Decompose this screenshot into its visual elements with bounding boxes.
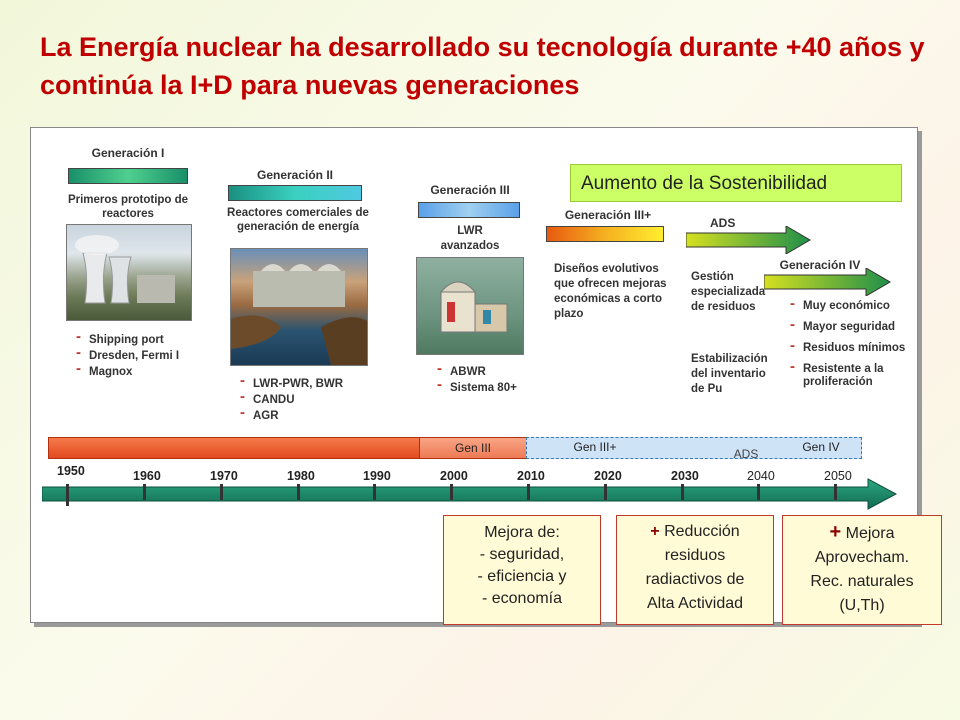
ads-desc-1: Gestión especializada de residuos bbox=[691, 271, 766, 313]
year-label: 2030 bbox=[671, 469, 699, 483]
year-label: 1990 bbox=[363, 469, 391, 483]
gen2-photo bbox=[230, 248, 368, 366]
year-label: 1970 bbox=[210, 469, 238, 483]
gen3-desc: LWR avanzados bbox=[440, 225, 500, 252]
year-tick bbox=[757, 484, 760, 500]
year-label: 2000 bbox=[440, 469, 468, 483]
timeline-segment-ads: ADS bbox=[733, 447, 759, 461]
ads-arrow bbox=[686, 226, 814, 254]
gen3plus-bar bbox=[546, 226, 664, 242]
list-item: - LWR-PWR, BWR bbox=[240, 376, 343, 392]
gen3plus-label: Generación III+ bbox=[564, 208, 652, 222]
box-line: residuos bbox=[664, 547, 726, 564]
timeline-segment-gen3: Gen III bbox=[419, 437, 527, 459]
list-item: - Muy económico bbox=[790, 300, 910, 313]
sustainability-banner: Aumento de la Sostenibilidad bbox=[570, 164, 902, 202]
gen4-arrow bbox=[764, 268, 894, 296]
year-label: 2040 bbox=[747, 469, 775, 483]
box-line: Alta Actividad bbox=[646, 595, 744, 612]
gen2-bar bbox=[228, 185, 362, 201]
list-item: - Residuos mínimos bbox=[790, 342, 910, 355]
box-line bbox=[617, 520, 773, 544]
benefit-box-safety bbox=[443, 515, 601, 625]
year-tick bbox=[143, 484, 146, 500]
year-tick bbox=[527, 484, 530, 500]
timeline-segment-gen4: Gen IV bbox=[802, 440, 840, 454]
box-line-text: Mejora bbox=[845, 525, 895, 542]
year-label: 1950 bbox=[57, 464, 85, 478]
list-item: - Resistente a la proliferación bbox=[790, 363, 910, 389]
box-line: (U,Th) bbox=[839, 597, 885, 614]
gen1-desc: Primeros prototipo de reactores bbox=[67, 194, 189, 220]
year-tick bbox=[450, 484, 453, 500]
box-line: Rec. naturales bbox=[810, 573, 914, 590]
timeline-segment-gen1-gen2 bbox=[48, 437, 420, 459]
benefit-box-waste bbox=[616, 515, 774, 625]
benefit-box-resources bbox=[782, 515, 942, 625]
box-line: - eficiencia y bbox=[477, 568, 567, 585]
box-line bbox=[783, 520, 941, 546]
plus-sign: + bbox=[650, 523, 660, 540]
year-label: 1980 bbox=[287, 469, 315, 483]
list-item: - AGR bbox=[240, 408, 343, 424]
list-item: - CANDU bbox=[240, 392, 343, 408]
box-line: Aprovecham. bbox=[814, 549, 910, 566]
box-line: - seguridad, bbox=[479, 546, 565, 563]
gen2-desc: Reactores comerciales de generación de energía bbox=[227, 207, 369, 233]
gen1-label: Generación I bbox=[91, 146, 165, 160]
plus-sign: + bbox=[829, 521, 842, 543]
year-tick bbox=[681, 484, 684, 500]
year-label: 2050 bbox=[824, 469, 852, 483]
year-tick bbox=[834, 484, 837, 500]
gen1-list bbox=[76, 332, 179, 380]
gen1-photo bbox=[66, 224, 192, 321]
year-tick bbox=[373, 484, 376, 500]
ads-label: ADS bbox=[710, 216, 736, 230]
year-tick bbox=[220, 484, 223, 500]
box-line: radiactivos de bbox=[645, 571, 745, 588]
gen2-label: Generación II bbox=[256, 168, 334, 182]
gen3-bar bbox=[418, 202, 520, 218]
gen1-bar bbox=[68, 168, 188, 184]
year-tick bbox=[604, 484, 607, 500]
list-item: - Shipping port bbox=[76, 332, 179, 348]
list-item: - Mayor seguridad bbox=[790, 321, 910, 334]
page-title: La Energía nuclear ha desarrollado su tecnología durante +40 años y continúa la I+D para nuevas generaciones bbox=[40, 32, 925, 100]
gen3-list bbox=[437, 364, 517, 396]
box-line: - economía bbox=[481, 590, 563, 607]
year-label: 1960 bbox=[133, 469, 161, 483]
list-item: - Dresden, Fermi I bbox=[76, 348, 179, 364]
year-tick bbox=[297, 484, 300, 500]
box-line-text: Reducción bbox=[664, 523, 740, 540]
list-item: - Sistema 80+ bbox=[437, 380, 517, 396]
gen3plus-desc: Diseños evolutivos que ofrecen mejoras económicas a corto plazo bbox=[554, 263, 667, 320]
gen3-photo bbox=[416, 257, 524, 355]
timeline-segment-gen3plus: Gen III+ bbox=[573, 440, 617, 454]
list-item: - Magnox bbox=[76, 364, 179, 380]
box-line: Mejora de: bbox=[484, 524, 560, 541]
year-tick bbox=[66, 484, 69, 506]
gen2-list bbox=[240, 376, 343, 424]
gen3-label: Generación III bbox=[430, 183, 510, 197]
list-item: - ABWR bbox=[437, 364, 517, 380]
gen4-list bbox=[790, 300, 910, 389]
year-label: 2020 bbox=[594, 469, 622, 483]
gen4-label: Generación IV bbox=[779, 258, 861, 272]
year-label: 2010 bbox=[517, 469, 545, 483]
ads-desc-2: Estabilización del inventario de Pu bbox=[691, 353, 768, 395]
